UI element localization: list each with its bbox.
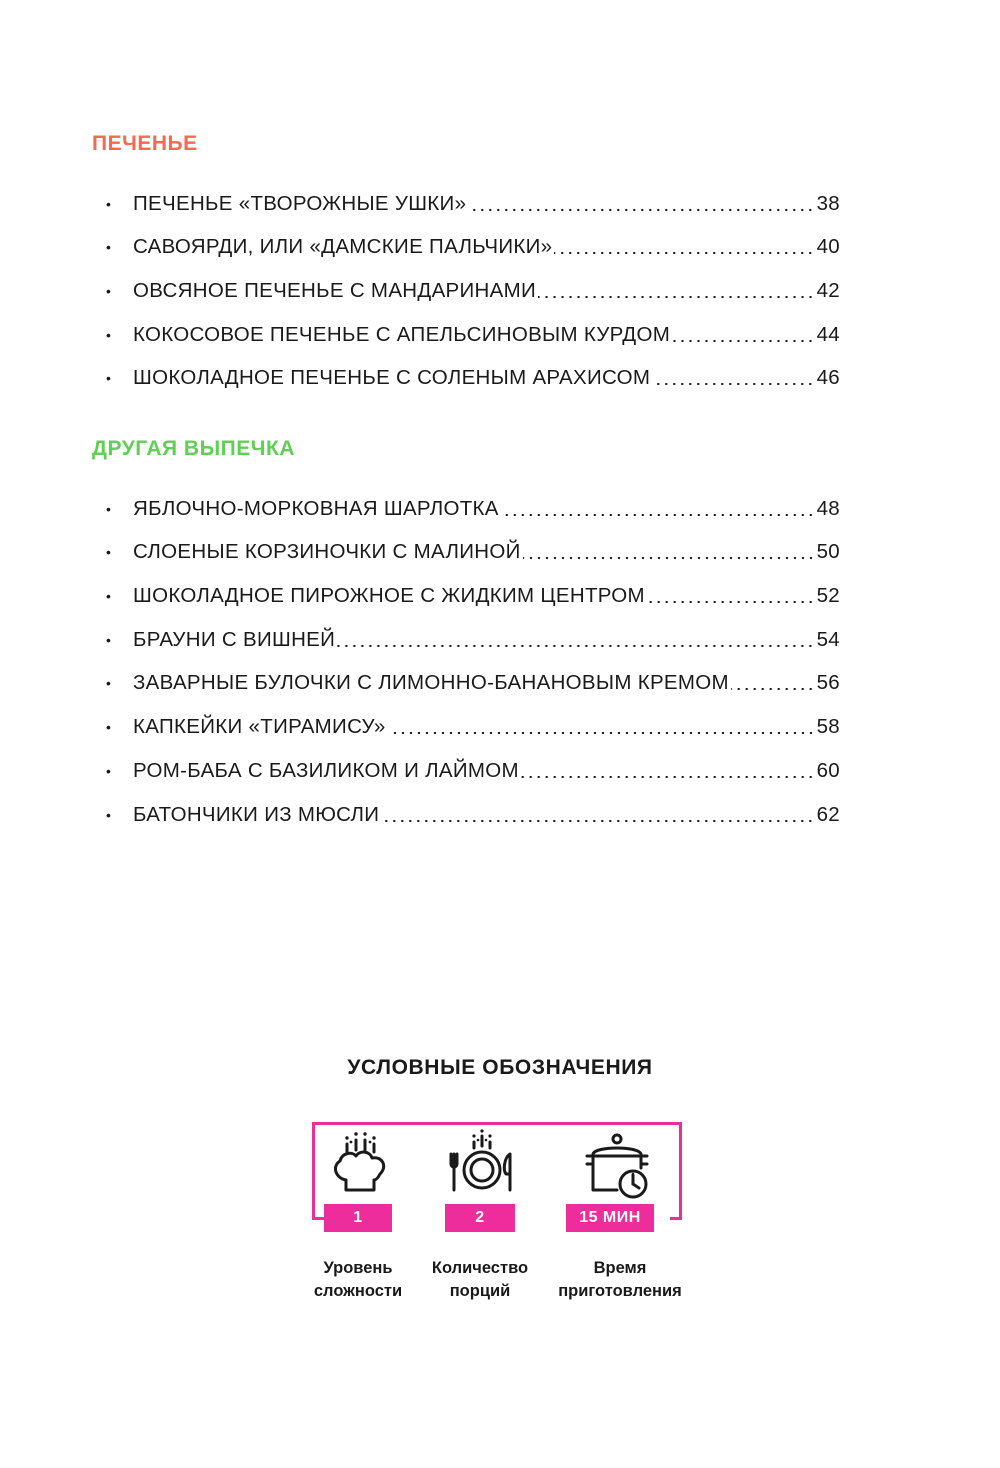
legend-title: УСЛОВНЫЕ ОБОЗНАЧЕНИЯ <box>347 1056 653 1079</box>
bullet: • <box>106 675 112 692</box>
dot-leader <box>468 209 814 211</box>
bullet: • <box>106 544 112 561</box>
caption-line: сложности <box>313 1282 403 1300</box>
bullet: • <box>106 239 112 256</box>
toc-entry-page: 44 <box>816 322 840 346</box>
servings-caption <box>414 1257 546 1303</box>
toc-entry-page: 46 <box>816 366 840 390</box>
plate-cutlery-icon <box>444 1128 520 1198</box>
dot-leader <box>388 732 815 734</box>
time-caption <box>540 1257 700 1303</box>
toc-section-cookies <box>92 130 840 390</box>
toc-entry[interactable] <box>92 564 840 608</box>
chef-hat-icon <box>326 1128 392 1198</box>
caption-line: приготовления <box>558 1282 682 1300</box>
dot-leader <box>672 340 815 342</box>
bullet: • <box>106 588 112 605</box>
toc-entry[interactable] <box>92 783 840 827</box>
bullet: • <box>106 370 112 387</box>
toc-entry-page: 48 <box>816 496 840 520</box>
toc-entry-page: 62 <box>816 802 840 826</box>
dot-leader <box>521 776 815 778</box>
toc-entry-page: 56 <box>816 671 840 695</box>
section-heading: ПЕЧЕНЬЕ <box>92 132 198 155</box>
toc-entry-page: 42 <box>816 279 840 303</box>
section-heading: ДРУГАЯ ВЫПЕЧКА <box>92 437 295 460</box>
dot-leader <box>381 820 814 822</box>
dot-leader <box>523 557 815 559</box>
toc-entry-title: ПЕЧЕНЬЕ «ТВОРОЖНЫЕ УШКИ» <box>133 191 467 215</box>
toc-entry-title: КАПКЕЙКИ «ТИРАМИСУ» <box>133 715 386 739</box>
toc-entry-title: ШОКОЛАДНОЕ ПЕЧЕНЬЕ С СОЛЕНЫМ АРАХИСОМ <box>133 366 651 390</box>
bullet: • <box>106 631 112 648</box>
toc-entry[interactable] <box>92 521 840 565</box>
toc-entry[interactable] <box>92 695 840 739</box>
toc-entry[interactable] <box>92 608 840 652</box>
dot-leader <box>652 383 814 385</box>
bullet: • <box>106 326 112 343</box>
toc-entry-title: БРАУНИ С ВИШНЕЙ <box>133 627 336 651</box>
dot-leader <box>554 252 814 254</box>
dot-leader <box>501 514 815 516</box>
toc-entry-title: САВОЯРДИ, ИЛИ «ДАМСКИЕ ПАЛЬЧИКИ» <box>133 235 553 259</box>
toc-list <box>92 477 840 827</box>
toc-entry[interactable] <box>92 347 840 391</box>
toc-entry-title: ШОКОЛАДНОЕ ПИРОЖНОЕ С ЖИДКИМ ЦЕНТРОМ <box>133 584 645 608</box>
bullet: • <box>106 762 112 779</box>
pot-timer-icon <box>583 1130 655 1200</box>
toc-entry-page: 38 <box>816 191 840 215</box>
toc-entry-title: ОВСЯНОЕ ПЕЧЕНЬЕ С МАНДАРИНАМИ <box>133 279 537 303</box>
toc-entry-page: 54 <box>816 627 840 651</box>
dot-leader <box>647 601 815 603</box>
dot-leader <box>337 645 814 647</box>
toc-entry-title: ЗАВАРНЫЕ БУЛОЧКИ С ЛИМОННО-БАНАНОВЫМ КРЕМОМ <box>133 671 729 695</box>
caption-line: Время <box>593 1259 647 1277</box>
toc-entry-page: 52 <box>816 584 840 608</box>
toc-entry-title: ЯБЛОЧНО-МОРКОВНАЯ ШАРЛОТКА <box>133 496 499 520</box>
toc-entry[interactable] <box>92 303 840 347</box>
bullet: • <box>106 283 112 300</box>
toc-entry[interactable] <box>92 739 840 783</box>
toc-entry-title: КОКОСОВОЕ ПЕЧЕНЬЕ С АПЕЛЬСИНОВЫМ КУРДОМ <box>133 322 671 346</box>
frame-cap-right <box>670 1217 682 1220</box>
toc-entry[interactable] <box>92 477 840 521</box>
caption-line: порций <box>449 1282 511 1300</box>
toc-entry-page: 50 <box>816 540 840 564</box>
frame-cap-left <box>312 1217 324 1220</box>
dot-leader <box>731 688 815 690</box>
toc-entry[interactable] <box>92 172 840 216</box>
dot-leader <box>538 296 815 298</box>
servings-tag: 2 <box>445 1204 515 1232</box>
bullet: • <box>106 195 112 212</box>
caption-line: Уровень <box>323 1259 393 1277</box>
caption-line: Количество <box>431 1259 529 1277</box>
difficulty-tag: 1 <box>324 1204 392 1232</box>
toc-entry[interactable] <box>92 652 840 696</box>
toc-entry-page: 58 <box>816 715 840 739</box>
toc-entry[interactable] <box>92 259 840 303</box>
toc-entry-title: БАТОНЧИКИ ИЗ МЮСЛИ <box>133 802 380 826</box>
difficulty-caption <box>292 1257 424 1303</box>
bullet: • <box>106 806 112 823</box>
bullet: • <box>106 500 112 517</box>
time-tag: 15 МИН <box>566 1204 654 1232</box>
toc-section-other-baking <box>92 435 840 827</box>
toc-list <box>92 172 840 390</box>
toc-entry-title: СЛОЕНЫЕ КОРЗИНОЧКИ С МАЛИНОЙ <box>133 540 521 564</box>
toc-entry-page: 40 <box>816 235 840 259</box>
bullet: • <box>106 719 112 736</box>
toc-entry-page: 60 <box>816 758 840 782</box>
toc-entry[interactable] <box>92 216 840 260</box>
toc-entry-title: РОМ-БАБА С БАЗИЛИКОМ И ЛАЙМОМ <box>133 758 519 782</box>
